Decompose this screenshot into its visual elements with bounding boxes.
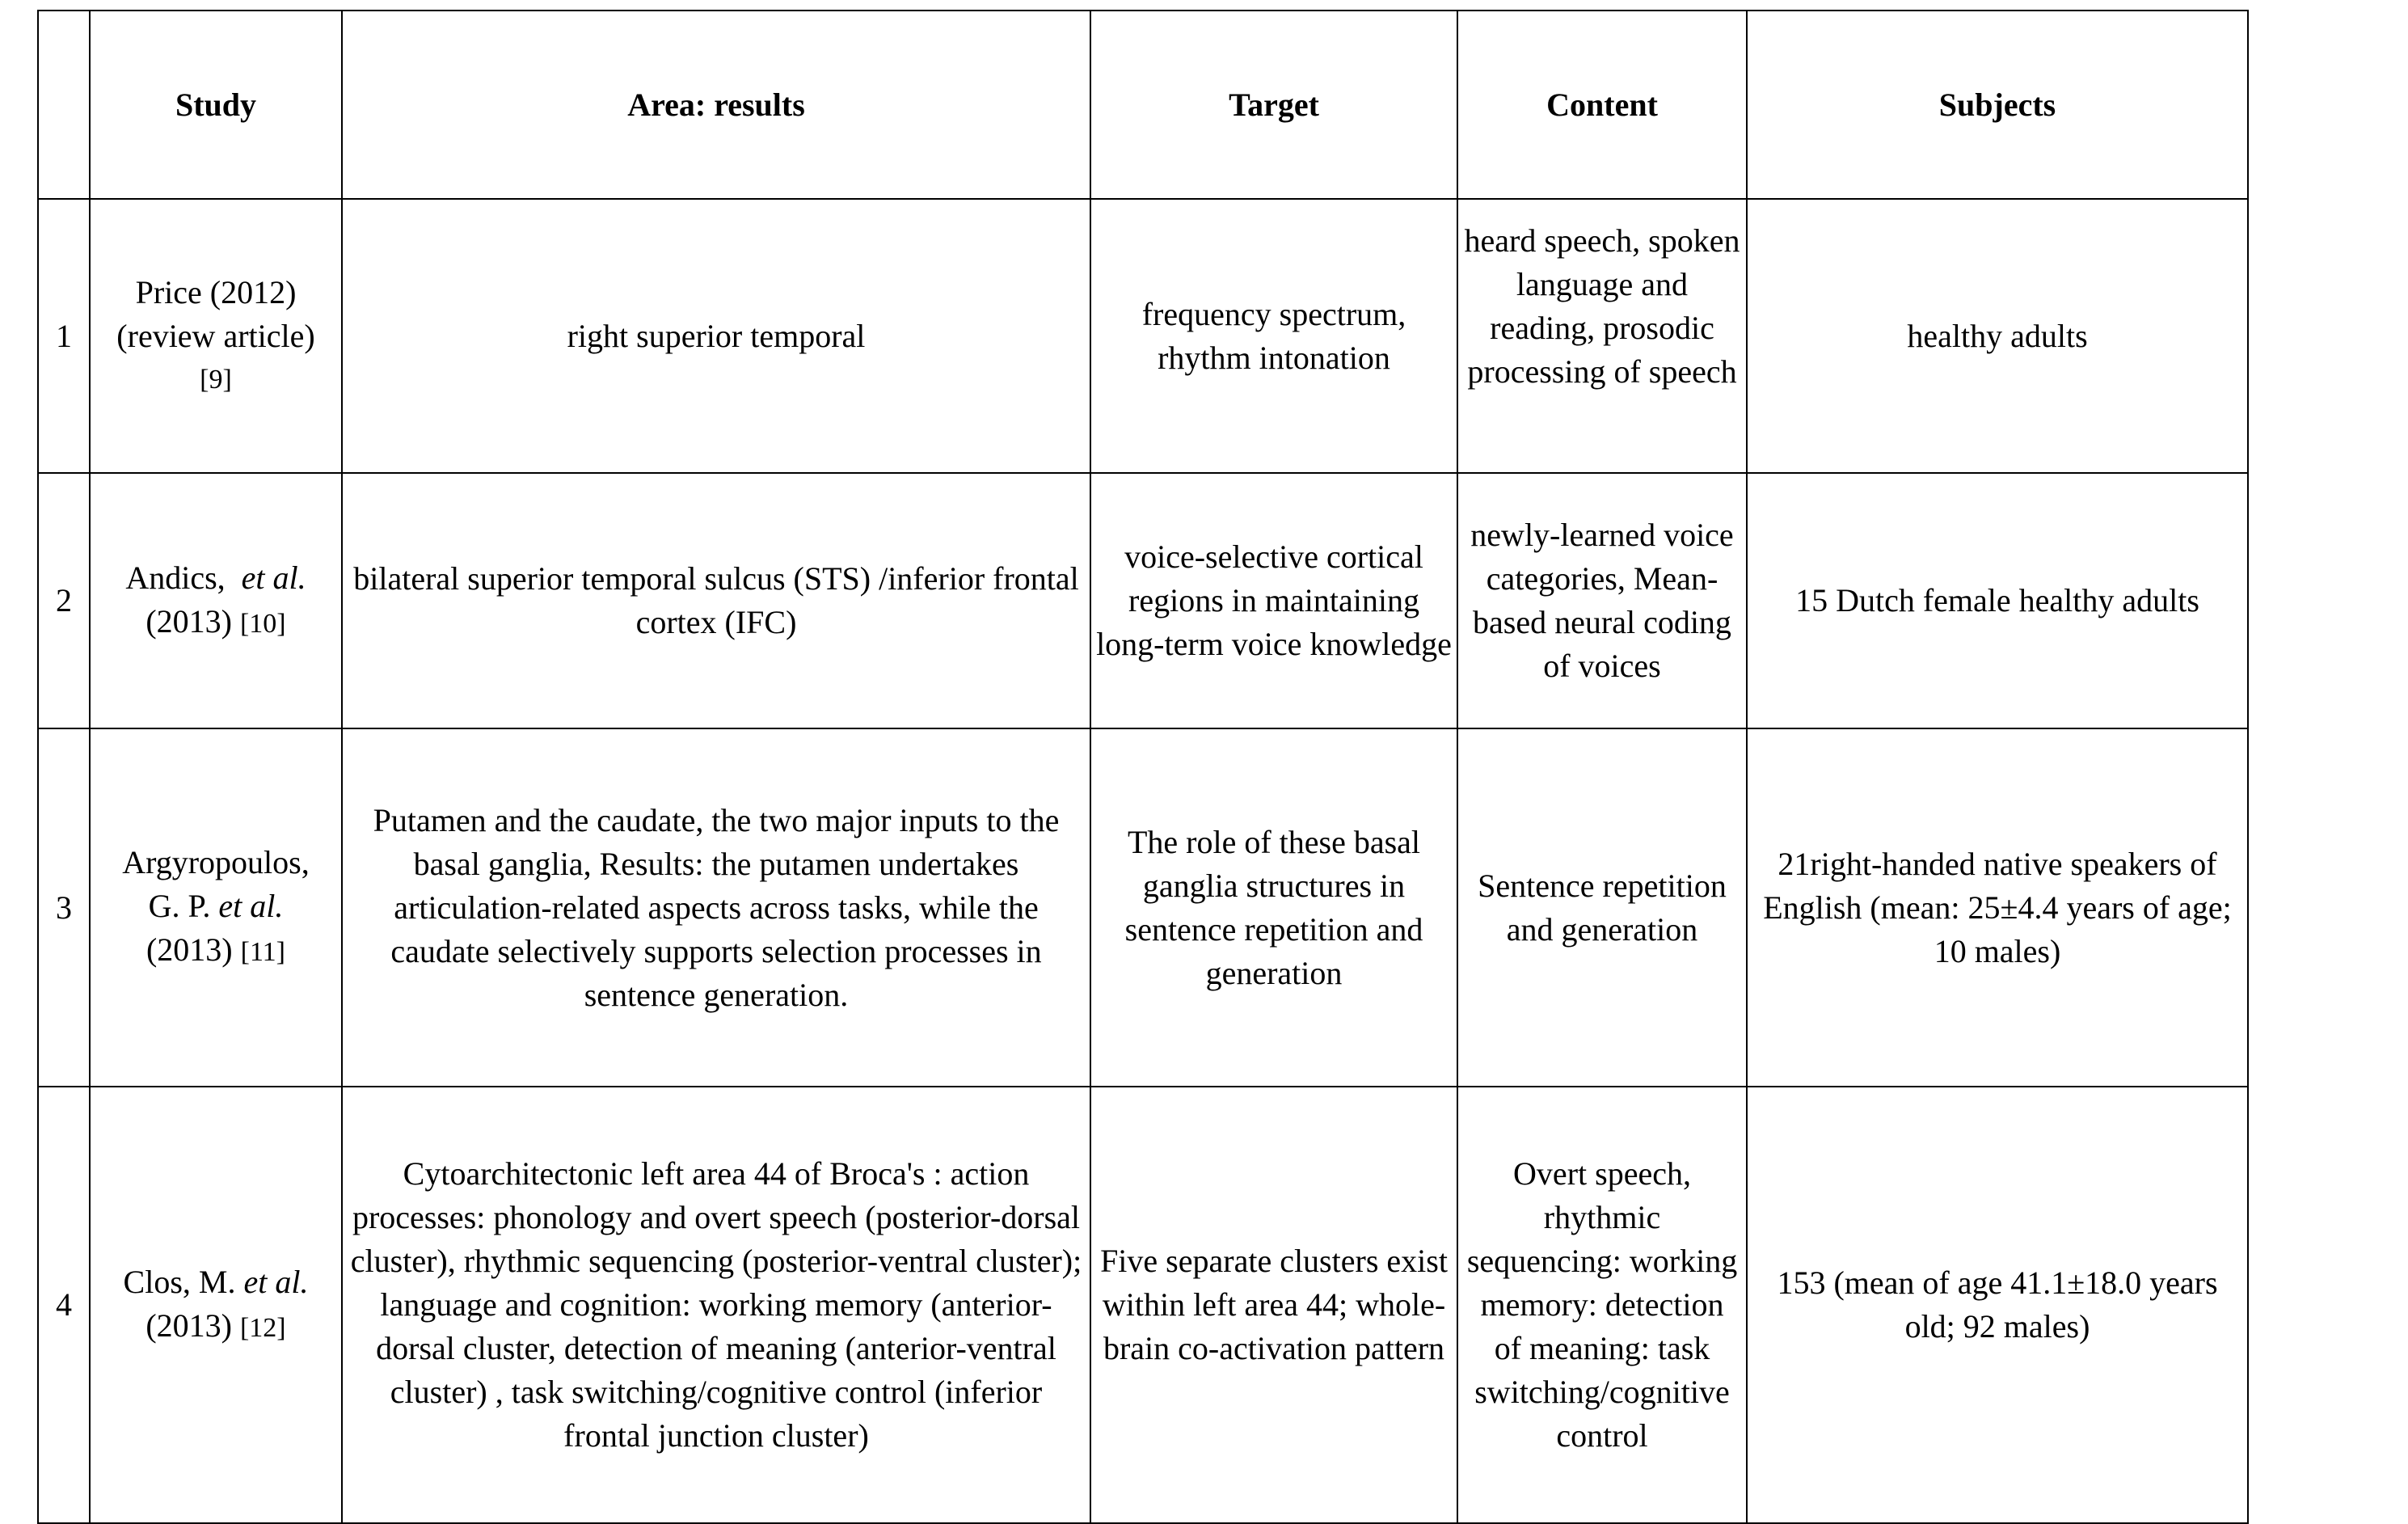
study-cell (90, 199, 342, 473)
table-row (38, 473, 2248, 728)
study-reference: [12] (239, 1312, 286, 1343)
study-cell (90, 473, 342, 728)
study-year: (2013) (145, 602, 232, 640)
header-content: Content (1457, 11, 1747, 199)
study-etal: et al. (218, 888, 284, 924)
content-cell (1457, 199, 1747, 473)
study-table (37, 10, 2249, 1524)
table-row (38, 1087, 2248, 1523)
header-num (38, 11, 90, 199)
area-cell: Putamen and the caudate, the two major inputs to the basal ganglia, Results: the putamen undertakes articulation-related aspects across tasks, while the caudate selectively supports selection processes in sentence generation. (342, 728, 1090, 1087)
target-cell: frequency spectrum, rhythm intonation (1090, 199, 1457, 473)
header-target: Target (1090, 11, 1457, 199)
table-row (38, 728, 2248, 1087)
content-text: heard speech, spoken language and reading, prosodic processing of speech (1464, 222, 1740, 390)
target-cell: Five separate clusters exist within left area 44; whole-brain co-activation pattern (1090, 1087, 1457, 1523)
study-year: (2013) (145, 931, 233, 968)
header-subjects: Subjects (1747, 11, 2248, 199)
header-area: Area: results (342, 11, 1090, 199)
study-line: (review article) (116, 317, 315, 354)
target-cell: The role of these basal ganglia structures in sentence repetition and generation (1090, 728, 1457, 1087)
row-number: 3 (38, 728, 90, 1087)
study-reference: [11] (240, 937, 286, 967)
study-cell (90, 728, 342, 1087)
row-number: 2 (38, 473, 90, 728)
subjects-cell: 15 Dutch female healthy adults (1747, 473, 2248, 728)
subjects-cell: 153 (mean of age 41.1±18.0 years old; 92 males) (1747, 1087, 2248, 1523)
area-text: Cytoarchitectonic left area 44 of Broca's : action processes: phonology and overt speech (posterior-dorsal cluster), rhythmic sequencing (posterior-ventral cluster); language and cognition: working memory (anterior-dorsal cluster, detection of meaning (anterior-ventral cluster) , task switching/cognitive control (inferior frontal junction cluster) (350, 1155, 1082, 1454)
study-reference: [9] (200, 364, 232, 395)
header-study: Study (90, 11, 342, 199)
study-author: G. P. (148, 888, 211, 924)
study-author: Argyropoulos, (122, 844, 310, 880)
content-cell (1457, 1087, 1747, 1523)
subjects-cell: healthy adults (1747, 199, 2248, 473)
subjects-cell: 21right-handed native speakers of English (mean: 25±4.4 years of age; 10 males) (1747, 728, 2248, 1087)
content-cell: newly-learned voice categories, Mean-based neural coding of voices (1457, 473, 1747, 728)
row-number: 1 (38, 199, 90, 473)
content-text: Overt speech, rhythmic sequencing: working memory: detection of meaning: task switching/cognitive control (1466, 1155, 1738, 1454)
area-cell: right superior temporal (342, 199, 1090, 473)
area-cell: bilateral superior temporal sulcus (STS) /inferior frontal cortex (IFC) (342, 473, 1090, 728)
study-cell (90, 1087, 342, 1523)
area-cell (342, 1087, 1090, 1523)
study-author: Clos, M. (123, 1263, 236, 1300)
target-cell: voice-selective cortical regions in maintaining long-term voice knowledge (1090, 473, 1457, 728)
row-number: 4 (38, 1087, 90, 1523)
study-etal: et al. (241, 559, 306, 596)
study-year: (2013) (145, 1307, 232, 1344)
study-author: Andics, (125, 559, 226, 596)
study-line: Price (2012) (135, 273, 297, 310)
table-row (38, 199, 2248, 473)
content-cell: Sentence repetition and generation (1457, 728, 1747, 1087)
study-reference: [10] (239, 608, 286, 639)
study-etal: et al. (243, 1263, 309, 1300)
table-header-row (38, 11, 2248, 199)
